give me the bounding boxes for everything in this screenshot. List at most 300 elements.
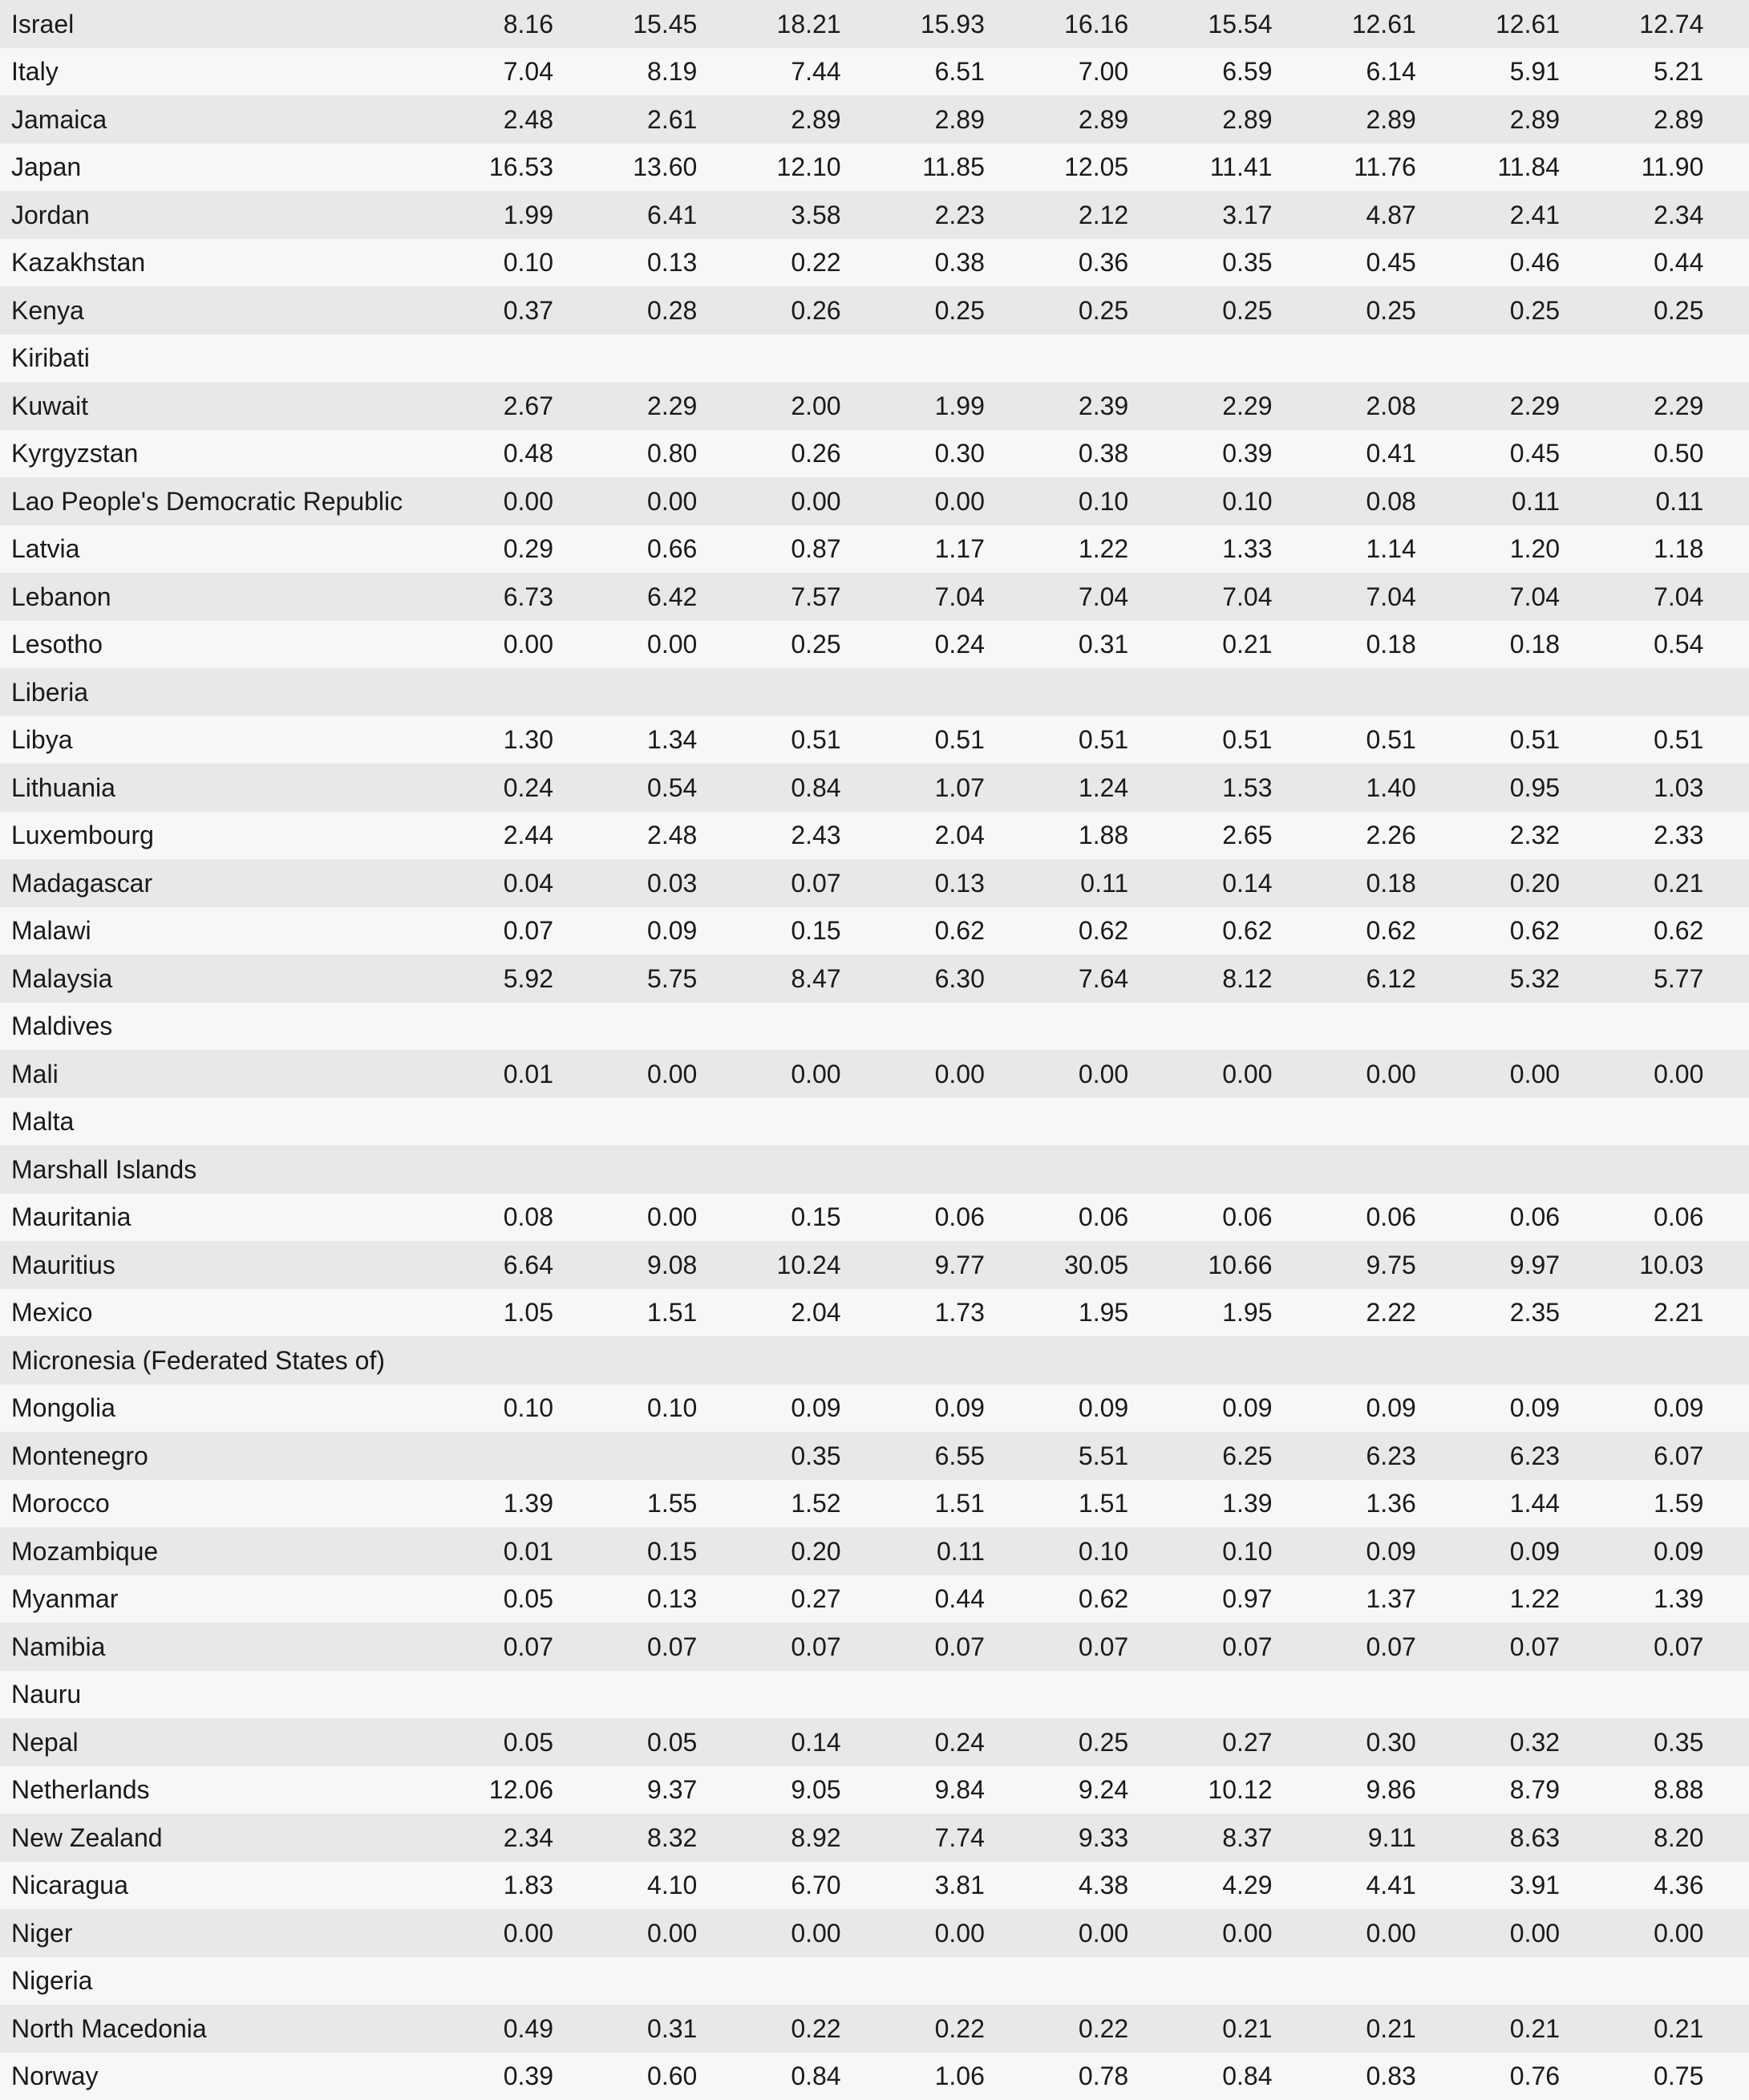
value-cell: 11.85 [841,152,985,182]
value-cell: 8.63 [1416,1823,1560,1853]
value-cell: 9.86 [1272,1775,1415,1805]
value-cell: 0.06 [1416,1202,1560,1232]
value-cell: 7.04 [1416,582,1560,612]
value-cell: 0.07 [553,1632,697,1662]
value-cell: 5.21 [1560,57,1703,87]
value-cell: 0.00 [401,487,553,517]
country-name-cell: Lebanon [0,582,401,612]
country-name-cell: Jamaica [0,105,401,135]
value-cell: 12.05 [985,152,1128,182]
table-row [0,1862,1749,1910]
table-row [0,1289,1749,1337]
value-cell: 0.38 [985,439,1128,468]
value-cell: 0.05 [401,1584,553,1614]
value-cell: 9.97 [1416,1251,1560,1280]
value-cell: 0.11 [985,869,1128,898]
value-cell: 0.00 [985,1919,1128,1948]
value-cell: 1.59 [1560,1489,1703,1518]
value-cell: 7.00 [985,57,1128,87]
value-cell: 0.06 [1272,1202,1415,1232]
value-cell: 0.14 [1128,869,1272,898]
value-cell: 3.17 [1128,201,1272,230]
value-cell: 4.29 [1128,1871,1272,1900]
country-name-cell: Madagascar [0,869,401,898]
value-cell: 0.20 [697,1537,840,1567]
value-cell: 9.33 [985,1823,1128,1853]
value-cell: 16.16 [985,10,1128,39]
value-cell: 0.32 [1416,1728,1560,1757]
value-cell: 0.04 [401,869,553,898]
table-row [0,525,1749,574]
value-cell: 0.00 [841,1060,985,1089]
country-name-cell: New Zealand [0,1823,401,1853]
value-cell: 1.99 [841,391,985,421]
table-row [0,430,1749,478]
value-cell: 4.41 [1272,1871,1415,1900]
value-cell: 0.00 [1272,1060,1415,1089]
value-cell: 0.54 [553,773,697,803]
value-cell: 1.51 [841,1489,985,1518]
value-cell: 6.25 [1128,1441,1272,1471]
value-cell: 0.21 [1128,2014,1272,2044]
table-row [0,1623,1749,1671]
value-cell: 3.81 [841,1871,985,1900]
value-cell: 0.10 [401,248,553,278]
value-cell: 0.07 [1128,1632,1272,1662]
country-name-cell: Norway [0,2061,401,2091]
value-cell: 0.27 [1128,1728,1272,1757]
country-name-cell: Kuwait [0,391,401,421]
value-cell: 1.20 [1416,534,1560,564]
value-cell: 13.60 [553,152,697,182]
table-row [0,621,1749,669]
value-cell: 0.49 [401,2014,553,2044]
value-cell: 0.06 [985,1202,1128,1232]
country-name-cell: Maldives [0,1011,401,1041]
value-cell: 7.64 [985,964,1128,994]
value-cell: 12.61 [1272,10,1415,39]
value-cell: 0.83 [1272,2061,1415,2091]
value-cell: 0.78 [985,2061,1128,2091]
value-cell: 0.29 [401,534,553,564]
value-cell: 2.48 [401,105,553,135]
value-cell: 0.45 [1272,248,1415,278]
table-row [0,0,1749,48]
value-cell: 0.06 [1128,1202,1272,1232]
value-cell: 0.51 [1128,725,1272,755]
value-cell: 1.33 [1128,534,1272,564]
country-name-cell: Nicaragua [0,1871,401,1900]
country-name-cell: Myanmar [0,1584,401,1614]
value-cell: 5.92 [401,964,553,994]
table-row [0,1336,1749,1384]
value-cell: 0.20 [1416,869,1560,898]
value-cell: 2.89 [841,105,985,135]
country-name-cell: Mozambique [0,1537,401,1567]
value-cell: 5.51 [985,1441,1128,1471]
country-name-cell: Luxembourg [0,821,401,850]
value-cell: 0.51 [1272,725,1415,755]
table-row [0,1671,1749,1719]
value-cell: 2.89 [1560,105,1703,135]
value-cell: 2.39 [985,391,1128,421]
value-cell: 0.05 [401,1728,553,1757]
table-row [0,1527,1749,1575]
value-cell: 0.21 [1272,2014,1415,2044]
value-cell: 0.24 [841,1728,985,1757]
value-cell: 6.07 [1560,1441,1703,1471]
value-cell: 8.19 [553,57,697,87]
value-cell: 0.51 [841,725,985,755]
value-cell: 0.07 [697,1632,840,1662]
table-row [0,764,1749,812]
value-cell: 2.22 [1272,1298,1415,1328]
value-cell: 2.33 [1560,821,1703,850]
value-cell: 0.00 [553,630,697,659]
value-cell: 2.34 [1560,201,1703,230]
value-cell: 2.08 [1272,391,1415,421]
value-cell: 0.35 [697,1441,840,1471]
value-cell: 12.74 [1560,10,1703,39]
value-cell: 0.84 [1128,2061,1272,2091]
value-cell: 0.27 [697,1584,840,1614]
value-cell: 8.20 [1560,1823,1703,1853]
value-cell: 15.54 [1128,10,1272,39]
country-name-cell: Lao People's Democratic Republic [0,487,401,517]
table-row [0,1766,1749,1814]
value-cell: 9.77 [841,1251,985,1280]
value-cell: 1.17 [841,534,985,564]
value-cell: 8.79 [1416,1775,1560,1805]
country-name-cell: Lesotho [0,630,401,659]
value-cell: 1.53 [1128,773,1272,803]
table-row [0,1575,1749,1624]
value-cell: 2.29 [1128,391,1272,421]
table-row [0,1384,1749,1433]
value-cell: 9.05 [697,1775,840,1805]
value-cell: 0.10 [1128,1537,1272,1567]
value-cell: 1.51 [985,1489,1128,1518]
value-cell: 7.04 [1128,582,1272,612]
value-cell: 0.80 [553,439,697,468]
country-name-cell: Lithuania [0,773,401,803]
value-cell: 0.87 [697,534,840,564]
value-cell: 0.25 [1560,296,1703,326]
value-cell: 0.07 [841,1632,985,1662]
value-cell: 1.39 [401,1489,553,1518]
value-cell: 0.31 [985,630,1128,659]
value-cell: 2.04 [841,821,985,850]
value-cell: 7.04 [1560,582,1703,612]
value-cell: 10.66 [1128,1251,1272,1280]
value-cell: 0.10 [985,487,1128,517]
value-cell: 0.15 [553,1537,697,1567]
country-name-cell: Mauritania [0,1202,401,1232]
country-name-cell: Morocco [0,1489,401,1518]
country-name-cell: Libya [0,725,401,755]
value-cell: 15.45 [553,10,697,39]
value-cell: 0.31 [553,2014,697,2044]
country-name-cell: Mauritius [0,1251,401,1280]
value-cell: 0.22 [697,248,840,278]
country-name-cell: Malaysia [0,964,401,994]
value-cell: 5.32 [1416,964,1560,994]
value-cell: 2.44 [401,821,553,850]
value-cell: 2.48 [553,821,697,850]
value-cell: 7.04 [401,57,553,87]
value-cell: 2.89 [985,105,1128,135]
table-row [0,95,1749,144]
value-cell: 0.84 [697,2061,840,2091]
table-row [0,859,1749,907]
value-cell: 0.18 [1272,630,1415,659]
value-cell: 0.39 [1128,439,1272,468]
country-name-cell: Japan [0,152,401,182]
value-cell: 0.15 [697,916,840,946]
value-cell: 6.23 [1272,1441,1415,1471]
value-cell: 0.24 [841,630,985,659]
value-cell: 10.24 [697,1251,840,1280]
table-row [0,812,1749,860]
value-cell: 0.97 [1128,1584,1272,1614]
value-cell: 0.25 [985,1728,1128,1757]
value-cell: 2.26 [1272,821,1415,850]
country-name-cell: Kyrgyzstan [0,439,401,468]
value-cell: 1.06 [841,2061,985,2091]
country-name-cell: Italy [0,57,401,87]
value-cell: 0.00 [553,1919,697,1948]
table-row [0,716,1749,764]
table-row [0,955,1749,1003]
table-row [0,573,1749,621]
table-row [0,1145,1749,1194]
value-cell: 7.04 [841,582,985,612]
value-cell: 8.16 [401,10,553,39]
table-row [0,1194,1749,1242]
value-cell: 7.04 [985,582,1128,612]
value-cell: 0.25 [841,296,985,326]
value-cell: 0.00 [697,487,840,517]
value-cell: 4.38 [985,1871,1128,1900]
value-cell: 2.35 [1416,1298,1560,1328]
value-cell: 0.30 [1272,1728,1415,1757]
value-cell: 9.24 [985,1775,1128,1805]
value-cell: 9.08 [553,1251,697,1280]
value-cell: 4.10 [553,1871,697,1900]
value-cell: 8.32 [553,1823,697,1853]
value-cell: 0.05 [553,1728,697,1757]
value-cell: 1.22 [1416,1584,1560,1614]
table-row [0,239,1749,287]
value-cell: 0.21 [1128,630,1272,659]
value-cell: 0.35 [1560,1728,1703,1757]
value-cell: 1.03 [1560,773,1703,803]
value-cell: 1.55 [553,1489,697,1518]
value-cell: 5.75 [553,964,697,994]
value-cell: 2.89 [1128,105,1272,135]
value-cell: 5.91 [1416,57,1560,87]
value-cell: 6.12 [1272,964,1415,994]
value-cell: 0.22 [985,2014,1128,2044]
country-name-cell: Nigeria [0,1966,401,1996]
value-cell: 0.09 [1272,1393,1415,1423]
country-name-cell: Montenegro [0,1441,401,1471]
value-cell: 0.36 [985,248,1128,278]
value-cell: 2.21 [1560,1298,1703,1328]
table-row [0,1050,1749,1098]
value-cell: 0.09 [1272,1537,1415,1567]
value-cell: 3.91 [1416,1871,1560,1900]
value-cell: 2.32 [1416,821,1560,850]
value-cell: 2.34 [401,1823,553,1853]
value-cell: 0.09 [841,1393,985,1423]
value-cell: 8.37 [1128,1823,1272,1853]
country-name-cell: Marshall Islands [0,1155,401,1185]
value-cell: 0.07 [1416,1632,1560,1662]
value-cell: 0.00 [1128,1060,1272,1089]
value-cell: 0.25 [1416,296,1560,326]
value-cell: 0.44 [1560,248,1703,278]
country-name-cell: Netherlands [0,1775,401,1805]
country-name-cell: Nepal [0,1728,401,1757]
value-cell: 0.46 [1416,248,1560,278]
value-cell: 0.00 [553,1060,697,1089]
value-cell: 12.61 [1416,10,1560,39]
value-cell: 1.24 [985,773,1128,803]
value-cell: 2.23 [841,201,985,230]
table-row [0,2053,1749,2100]
value-cell: 0.03 [553,869,697,898]
country-name-cell: Mexico [0,1298,401,1328]
value-cell: 0.54 [1560,630,1703,659]
value-cell: 0.25 [1128,296,1272,326]
value-cell: 0.06 [1560,1202,1703,1232]
value-cell: 0.62 [1416,916,1560,946]
value-cell: 0.37 [401,296,553,326]
value-cell: 0.62 [985,916,1128,946]
value-cell: 1.05 [401,1298,553,1328]
country-name-cell: Kiribati [0,343,401,373]
value-cell: 0.09 [1128,1393,1272,1423]
value-cell: 1.51 [553,1298,697,1328]
value-cell: 0.07 [985,1632,1128,1662]
value-cell: 1.52 [697,1489,840,1518]
value-cell: 0.15 [697,1202,840,1232]
value-cell: 1.22 [985,534,1128,564]
value-cell: 5.77 [1560,964,1703,994]
value-cell: 0.75 [1560,2061,1703,2091]
value-cell: 2.00 [697,391,840,421]
country-name-cell: Namibia [0,1632,401,1662]
table-row [0,1480,1749,1528]
value-cell: 0.66 [553,534,697,564]
value-cell: 0.14 [697,1728,840,1757]
value-cell: 0.21 [1560,869,1703,898]
value-cell: 0.45 [1416,439,1560,468]
value-cell: 2.04 [697,1298,840,1328]
value-cell: 2.89 [1272,105,1415,135]
value-cell: 0.30 [841,439,985,468]
table-row [0,1814,1749,1862]
value-cell: 1.99 [401,201,553,230]
country-name-cell: Micronesia (Federated States of) [0,1346,401,1376]
value-cell: 0.00 [553,487,697,517]
value-cell: 0.09 [1416,1537,1560,1567]
value-cell: 0.35 [1128,248,1272,278]
value-cell: 0.51 [697,725,840,755]
value-cell: 1.88 [985,821,1128,850]
value-cell: 0.44 [841,1584,985,1614]
country-name-cell: Malta [0,1107,401,1137]
value-cell: 0.00 [697,1060,840,1089]
value-cell: 11.90 [1560,152,1703,182]
value-cell: 3.58 [697,201,840,230]
value-cell: 1.73 [841,1298,985,1328]
value-cell: 0.09 [1560,1393,1703,1423]
value-cell: 8.12 [1128,964,1272,994]
value-cell: 0.13 [841,869,985,898]
table-row [0,382,1749,430]
value-cell: 0.01 [401,1537,553,1567]
value-cell: 0.09 [697,1393,840,1423]
country-name-cell: North Macedonia [0,2014,401,2044]
value-cell: 0.00 [553,1202,697,1232]
value-cell: 6.41 [553,201,697,230]
value-cell: 0.51 [1560,725,1703,755]
value-cell: 0.51 [1416,725,1560,755]
value-cell: 0.13 [553,1584,697,1614]
value-cell: 0.07 [1272,1632,1415,1662]
country-name-cell: Mongolia [0,1393,401,1423]
value-cell: 4.36 [1560,1871,1703,1900]
table-row [0,1003,1749,1051]
value-cell: 1.40 [1272,773,1415,803]
value-cell: 9.75 [1272,1251,1415,1280]
table-row [0,1957,1749,2005]
value-cell: 0.00 [1128,1919,1272,1948]
table-row [0,907,1749,955]
value-cell: 16.53 [401,152,553,182]
value-cell: 6.59 [1128,57,1272,87]
value-cell: 0.10 [1128,487,1272,517]
value-cell: 0.11 [841,1537,985,1567]
value-cell: 8.92 [697,1823,840,1853]
value-cell: 11.41 [1128,152,1272,182]
value-cell: 7.04 [1272,582,1415,612]
value-cell: 0.09 [553,916,697,946]
value-cell: 0.01 [401,1060,553,1089]
value-cell: 0.48 [401,439,553,468]
country-name-cell: Nauru [0,1680,401,1709]
value-cell: 0.13 [553,248,697,278]
value-cell: 0.62 [985,1584,1128,1614]
value-cell: 1.07 [841,773,985,803]
value-cell: 1.83 [401,1871,553,1900]
value-cell: 6.51 [841,57,985,87]
table-row [0,477,1749,525]
value-cell: 7.57 [697,582,840,612]
value-cell: 0.25 [697,630,840,659]
value-cell: 11.84 [1416,152,1560,182]
value-cell: 0.00 [1560,1919,1703,1948]
value-cell: 0.95 [1416,773,1560,803]
value-cell: 0.10 [401,1393,553,1423]
value-cell: 1.36 [1272,1489,1415,1518]
value-cell: 0.11 [1560,487,1703,517]
table-row [0,48,1749,96]
value-cell: 30.05 [985,1251,1128,1280]
value-cell: 1.44 [1416,1489,1560,1518]
